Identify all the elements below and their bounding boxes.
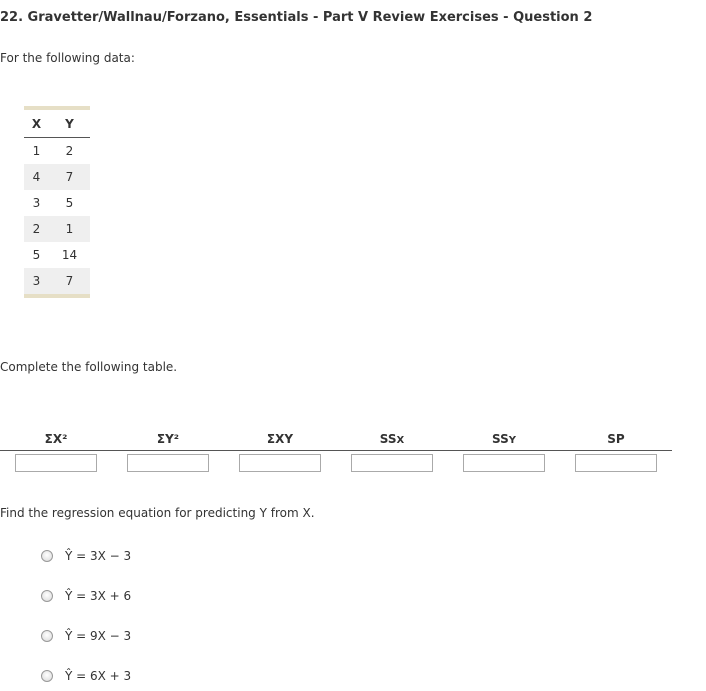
question-title: 22. Gravetter/Wallnau/Forzano, Essentials - Part V Review Exercises - Question 2 [0,10,593,25]
cell-x: 5 [32,248,41,262]
option-label: Ŷ = 3X − 3 [65,549,132,563]
header-x: X [24,110,49,138]
cell-x: 3 [32,196,41,210]
sum-y-squared-input[interactable] [127,454,209,472]
option-label: Ŷ = 9X − 3 [65,629,132,643]
radio-button[interactable] [41,670,53,682]
header-ss-x: SSX [379,432,405,446]
header-sum-xy: ΣXY [266,432,294,446]
table-row [24,138,90,165]
option-3[interactable] [41,629,131,643]
header-sum-y-squared: ΣY² [156,432,180,446]
header-sum-x-squared: ΣX² [44,432,68,446]
regression-instruction: Find the regression equation for predicting Y from X. [0,506,315,520]
sp-input[interactable] [575,454,657,472]
option-4[interactable] [41,669,131,683]
table-row [24,216,90,242]
cell-y: 7 [49,268,90,294]
cell-y: 1 [49,216,90,242]
complete-instruction: Complete the following table. [0,360,178,374]
cell-y: 5 [65,196,74,210]
data-table [24,106,90,298]
header-y: Y [49,110,90,138]
cell-y: 14 [61,248,78,262]
ss-x-input[interactable] [351,454,433,472]
intro-text: For the following data: [0,51,135,65]
cell-y: 2 [65,144,74,158]
header-ss-y: SSY [492,432,516,446]
option-1[interactable] [41,549,131,563]
cell-x: 2 [24,216,49,242]
cell-x: 1 [32,144,41,158]
table-row [24,242,90,268]
radio-button[interactable] [41,590,53,602]
table-bottom-rule [24,294,90,298]
option-label: Ŷ = 3X + 6 [65,589,132,603]
sum-xy-input[interactable] [239,454,321,472]
ss-y-input[interactable] [463,454,545,472]
table-row [24,164,90,190]
option-2[interactable] [41,589,131,603]
radio-button[interactable] [41,550,53,562]
cell-x: 4 [24,164,49,190]
sums-header-row [0,428,672,451]
table-row [24,268,90,294]
table-row [24,190,90,216]
cell-y: 7 [49,164,90,190]
sums-table [0,428,672,472]
header-sp: SP [607,432,625,446]
option-label: Ŷ = 6X + 3 [65,669,132,683]
sum-x-squared-input[interactable] [15,454,97,472]
sums-input-row [0,451,672,472]
radio-button[interactable] [41,630,53,642]
cell-x: 3 [24,268,49,294]
